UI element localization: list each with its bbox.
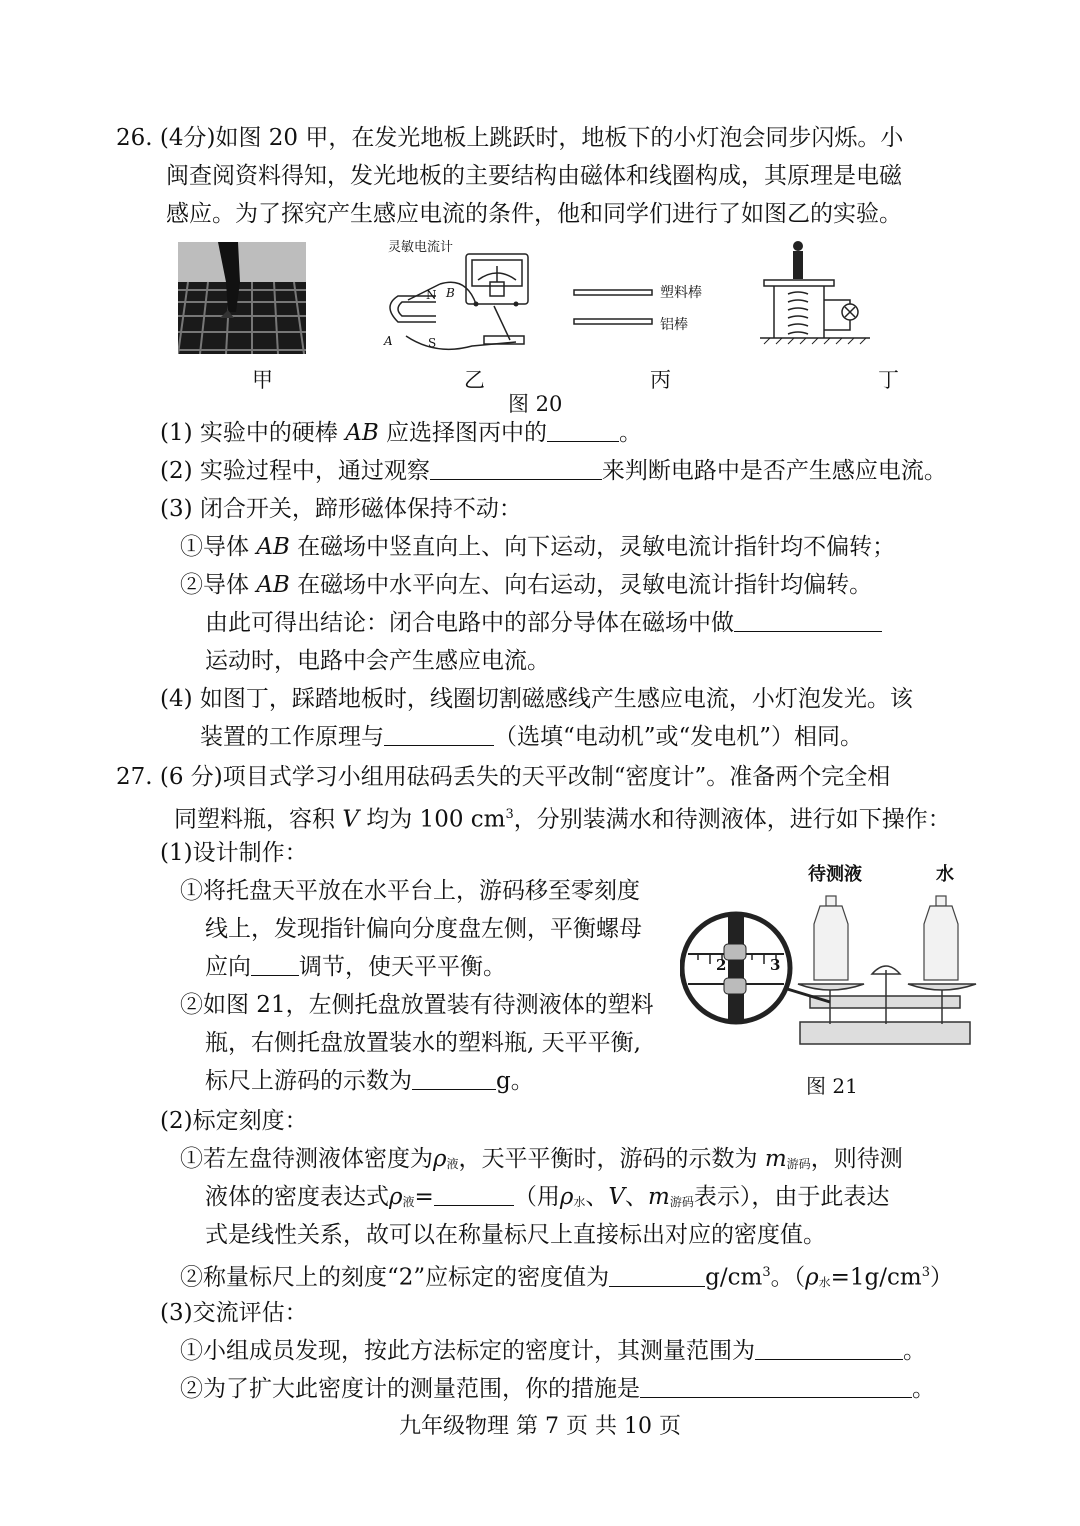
label-b: B xyxy=(446,286,455,300)
scale-number-2: 2 xyxy=(716,956,727,974)
q27-step3-item1: ①小组成员发现，按此方法标定的密度计，其测量范围为 。 xyxy=(180,1338,926,1364)
q27-line2: 同塑料瓶，容积 V 均为 100 $cm^3$，分别装满水和待测液体，进行如下操作： xyxy=(174,806,951,833)
answer-blank-4[interactable] xyxy=(384,723,494,746)
label-a: A xyxy=(384,334,393,348)
q26-line3: 感应。为了探究产生感应电流的条件，他和同学们进行了如图乙的实验。 xyxy=(166,201,902,227)
q26-part3-item2: ②导体 AB 在磁场中水平向左、向右运动，灵敏电流计指针均偏转。 xyxy=(180,572,873,598)
diagram-ding xyxy=(760,240,880,350)
diagram-bing xyxy=(572,286,656,326)
plastic-rod-label: 塑料棒 xyxy=(660,285,702,301)
liquid-label: 待测液 xyxy=(808,864,862,885)
aluminum-rod-label: 铝棒 xyxy=(660,317,688,333)
answer-blank-3[interactable] xyxy=(734,609,882,632)
q26-part4-line2: 装置的工作原理与 （选填“电动机”或“发电机”）相同。 xyxy=(200,724,864,750)
photo-jia xyxy=(178,242,306,354)
q27-step1-item2b: 瓶，右侧托盘放置装水的塑料瓶, 天平平衡, xyxy=(205,1030,641,1056)
q27-step2-item1: ①若左盘待测液体密度为$\rho_液$，天平平衡时，游码的示数为 $m_{游码}$，则待测 xyxy=(180,1146,903,1172)
figure-21-title: 图 21 xyxy=(806,1074,858,1098)
q26-part3-item1: ①导体 AB 在磁场中竖直向上、向下运动，灵敏电流计指针均不偏转； xyxy=(180,534,896,560)
q27-step3-item2: ②为了扩大此密度计的测量范围，你的措施是 。 xyxy=(180,1376,935,1402)
q26-line1: 26. (4分)如图 20 甲，在发光地板上跳跃时，地板下的小灯泡会同步闪烁。小 xyxy=(116,125,904,151)
q26-part3: (3) 闭合开关，蹄形磁体保持不动： xyxy=(160,496,522,522)
q27-line1: 27. (6 分)项目式学习小组用砝码丢失的天平改制“密度计”。准备两个完全相 xyxy=(116,764,891,790)
q27-step2-item1-line2: 液体的密度表达式$\rho_液=$ （用$\rho_水$、V、$m_{游码}$表示），由于此表达 xyxy=(205,1184,890,1210)
answer-blank-9[interactable] xyxy=(755,1337,903,1360)
scale-number-3: 3 xyxy=(770,956,781,974)
q27-step1-item1c: 应向 调节，使天平平衡。 xyxy=(205,954,506,980)
q27-step1-item2a: ②如图 21，左侧托盘放置装有待测液体的塑料 xyxy=(180,992,654,1018)
q27-step3: (3)交流评估： xyxy=(160,1300,308,1326)
q26-part1: (1) 实验中的硬棒 AB 应选择图丙中的 。 xyxy=(160,420,643,446)
figure-21 xyxy=(680,860,980,1100)
q26-part4-line1: (4) 如图丁，踩踏地板时，线圈切割磁感线产生感应电流，小灯泡发光。该 xyxy=(160,686,913,712)
q27-step2: (2)标定刻度： xyxy=(160,1108,308,1134)
answer-blank-10[interactable] xyxy=(640,1375,912,1398)
q26-line2: 闽查阅资料得知，发光地板的主要结构由磁体和线圈构成，其原理是电磁 xyxy=(166,163,902,189)
q26-part3-conclusion-2: 运动时，电路中会产生感应电流。 xyxy=(205,648,550,674)
galvanometer-label: 灵敏电流计 xyxy=(388,240,454,255)
answer-blank-8[interactable] xyxy=(609,1264,705,1287)
figure-20 xyxy=(170,236,930,416)
answer-blank-6[interactable] xyxy=(412,1067,496,1090)
q27-step1-item2c: 标尺上游码的示数为 g。 xyxy=(205,1068,534,1094)
q27-step2-item1-line3: 式是线性关系，故可以在称量标尺上直接标出对应的密度值。 xyxy=(205,1222,826,1248)
label-yi: 乙 xyxy=(464,368,485,392)
figure-20-title: 图 20 xyxy=(508,392,563,416)
q27-step1: (1)设计制作： xyxy=(160,840,308,866)
label-ding: 丁 xyxy=(878,368,899,392)
answer-blank-2[interactable] xyxy=(430,457,602,480)
q26-part3-conclusion: 由此可得出结论：闭合电路中的部分导体在磁场中做 xyxy=(205,608,882,638)
q27-step1-item1a: ①将托盘天平放在水平台上，游码移至零刻度 xyxy=(180,878,640,904)
label-n: N xyxy=(426,288,437,302)
q27-step2-item2: ②称量标尺上的刻度“2”应标定的密度值为 $g/cm^3$。$(\rho_水=1g/cm^3)$ xyxy=(180,1264,954,1291)
page-footer: 九年级物理 第 7 页 共 10 页 xyxy=(399,1414,681,1439)
answer-blank-7[interactable] xyxy=(434,1183,514,1206)
label-bing: 丙 xyxy=(650,368,671,392)
label-jia: 甲 xyxy=(252,368,273,392)
answer-blank-5[interactable] xyxy=(251,953,299,976)
label-s: S xyxy=(428,336,437,350)
water-label: 水 xyxy=(936,864,954,885)
answer-blank-1[interactable] xyxy=(547,419,619,442)
q27-step1-item1b: 线上，发现指针偏向分度盘左侧，平衡螺母 xyxy=(205,916,642,942)
q26-part2: (2) 实验过程中，通过观察 来判断电路中是否产生感应电流。 xyxy=(160,458,947,484)
